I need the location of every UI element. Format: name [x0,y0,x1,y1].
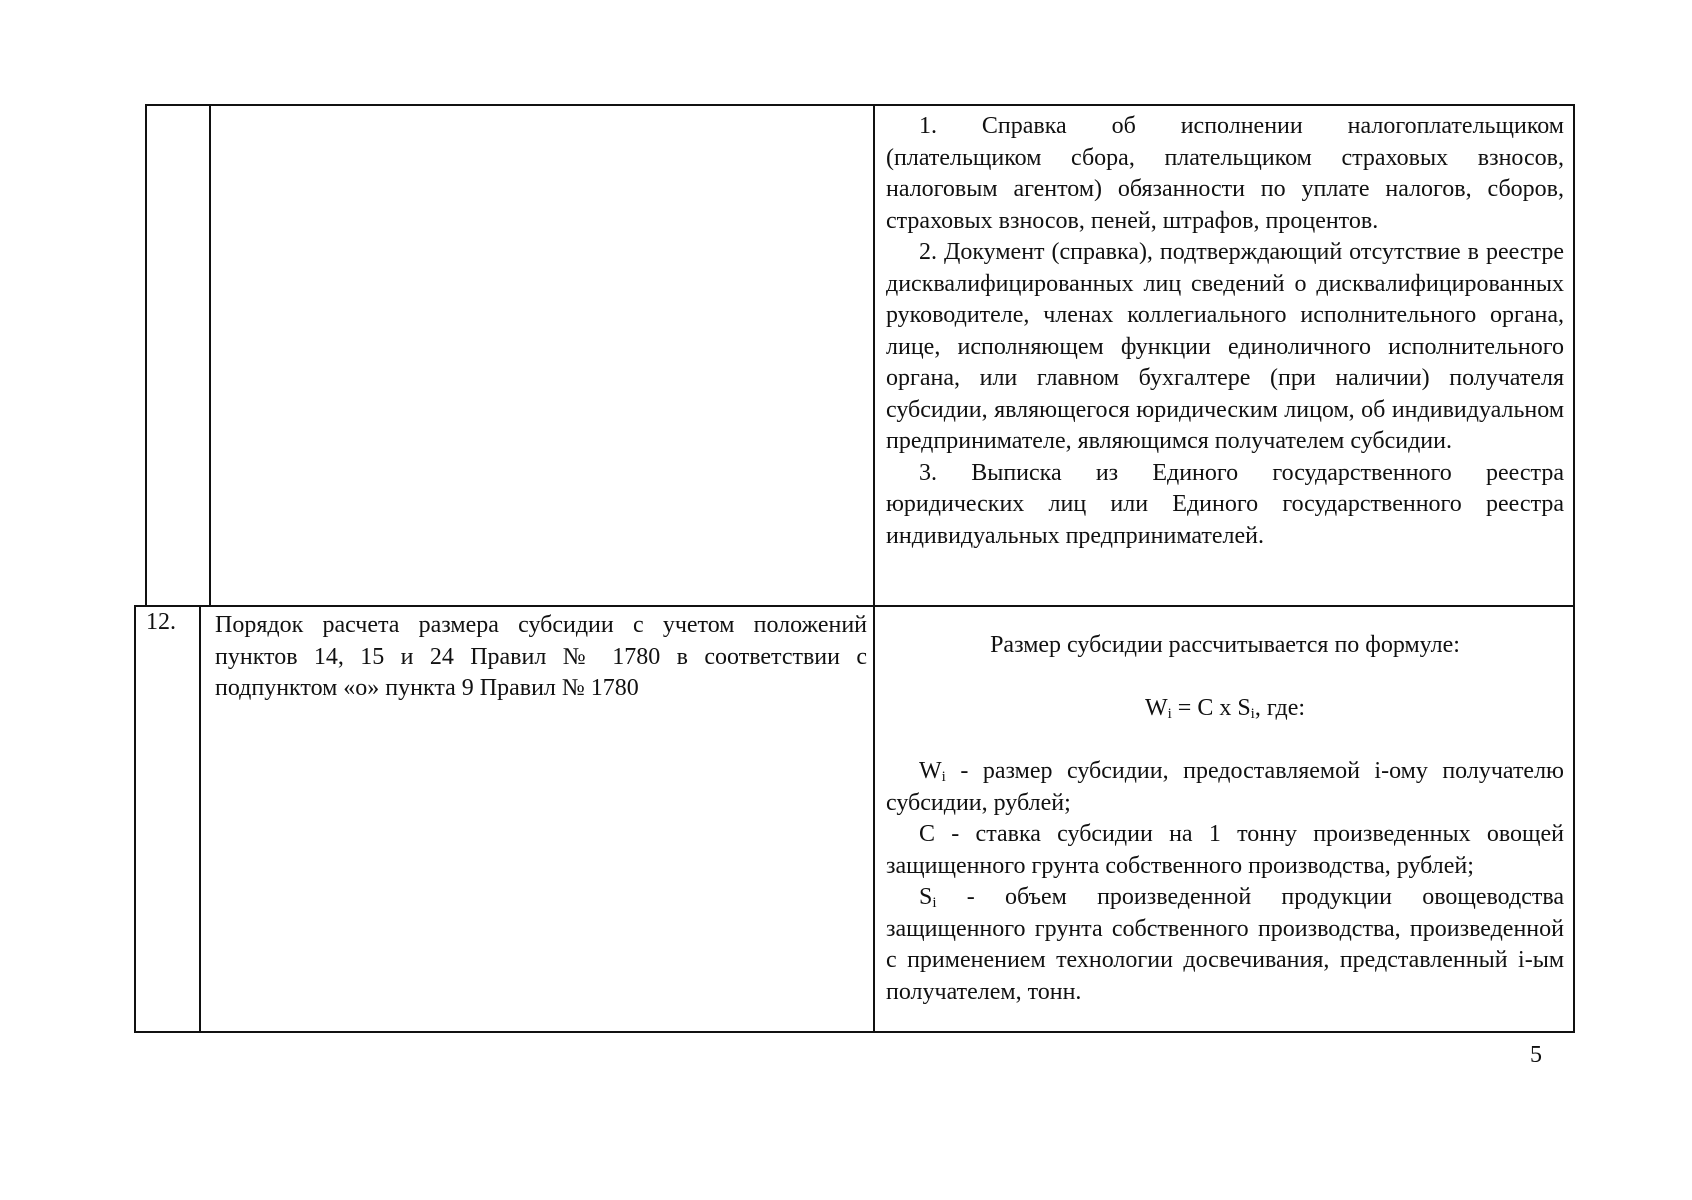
rule-mid [134,605,1575,607]
row-criterion [215,610,867,705]
rule-col2 [873,104,875,1033]
rule-col1 [209,104,211,607]
row-number: 12. [146,609,176,635]
row-calculation [886,630,1564,1008]
formula: $W_i = C$ x $S_i$, где: [1144,694,1306,722]
rule-bottom [134,1031,1575,1033]
definition-s: $S_i$ - объем произведенной продукции овощеводства защищенного грунта собственного производства, произведенной с применением технологии досвечивания, представленный i-ым получателем, тонн. [886,884,1564,1005]
rule-top [145,104,1575,106]
document-item-2: 2. Документ (справка), подтверждающий отсутствие в реестре дисквалифицированных лиц сведений о дисквалифицированных руководителе, членах коллегиального исполнительного органа, лице, исполняющем функции единоличного исполнительного органа, или главном бухгалтере (при наличии) получателя субсидии, являющегося юридическим лицом, об индивидуальном предпринимателе, являющимся получателем субсидии. [886,239,1564,454]
page-number: 5 [1530,1042,1542,1068]
top-row-documents [886,111,1564,552]
criterion-text: Порядок расчета размера субсидии с учетом положений пунктов 14, 15 и 24 Правил № 1780 в соответствии с подпунктом «о» пункта 9 Правил № 1780 [215,612,867,701]
formula-intro: Размер субсидии рассчитывается по формуле: [990,632,1460,658]
definition-c: C - ставка субсидии на 1 тонну произведенных овощей защищенного грунта собственного производства, рублей; [886,821,1564,879]
definition-w: $W_i$ - размер субсидии, предоставляемой i-ому получателю субсидии, рублей; [886,758,1564,816]
rule-col1-lower [199,605,201,1033]
document-item-3: 3. Выписка из Единого государственного реестра юридических лиц или Единого государственного реестра индивидуальных предпринимателей. [886,459,1564,549]
rule-left-lower [134,605,136,1033]
document-item-1: 1. Справка об исполнении налогоплательщиком (плательщиком сбора, плательщиком страховых взносов, налоговым агентом) обязанности по уплате налогов, сборов, страховых взносов, пеней, штрафов, процентов. [886,113,1564,234]
rule-right [1573,104,1575,1033]
rule-left [145,104,147,607]
